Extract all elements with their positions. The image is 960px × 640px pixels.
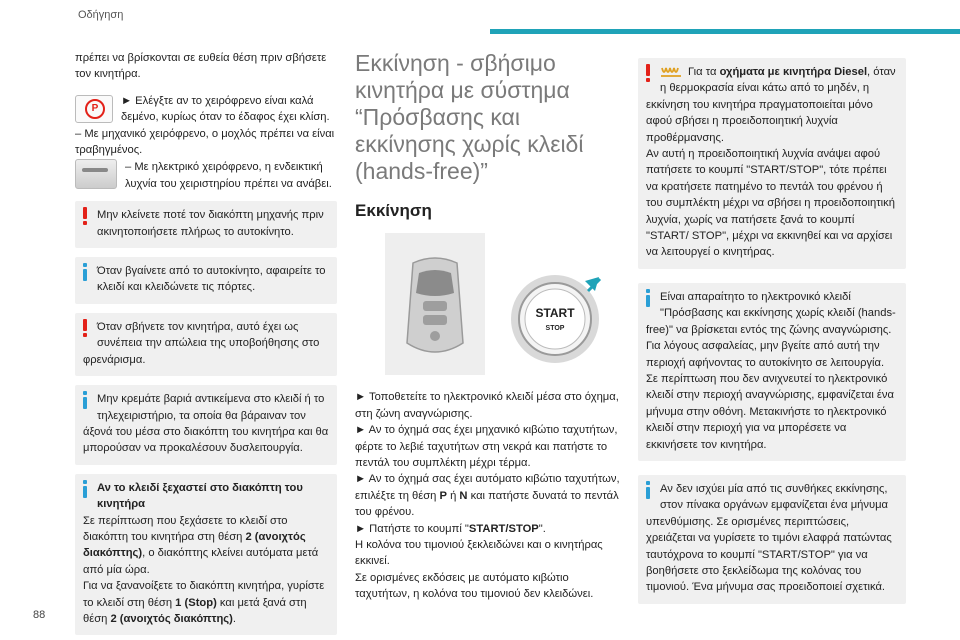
diesel-text-2: Αν αυτή η προειδοποιητική λυχνία ανάψει αφού πατήσετε το κουμπί "START/STOP", τότε πρέπει να κρατήσετε πατημένο το πεντάλ του φρένου ή του συμπλέκτη μέχρι να σβήσει η προειδοποιητική λυχνία, χωρίς να πατήσετε ξανά το κουμπί "START/ STOP", μέχρι να εκκινηθεί και να αρχίσει να λειτουργεί ο κινητήρας. <box>646 148 895 259</box>
text-span: , όταν η θερμοκρασία είναι κάτω από το μηδέν, η εκκίνηση του κινητήρα πραγματοποιείται μόνο αφού σβήσει η προειδοποιητική λυχνία προθέρμανσης. <box>646 66 896 144</box>
warning-icon <box>83 207 87 225</box>
text-span: , ο διακόπτης κλείνει αυτόματα μετά από μία ώρα. <box>83 547 319 576</box>
info-icon <box>646 289 650 307</box>
info-box-start-conditions <box>638 475 906 604</box>
result-text: Η κολόνα του τιμονιού ξεκλειδώνει και ο κινητήρας εκκινεί. <box>355 539 603 568</box>
parking-brake-check <box>75 93 337 126</box>
info-box-recognition-zone <box>638 283 906 461</box>
conditions-text: Αν δεν ισχύει μία από τις συνθήκες εκκίνησης, στον πίνακα οργάνων εμφανίζεται ένα μήνυμα υπενθύμισης. Σε ορισμένες περιπτώσεις, χρειάζεται να γυρίσετε το τιμόνι ελαφρά πατώντας ταυτόχρονα το κουμπί "START/STOP" για να βοηθήσετε στο ξεκλείδωμα της κολόνας του τιμονιού. Ένα μήνυμα σας προειδοποιεί σχετικά. <box>646 482 892 594</box>
warning-box-ignition <box>75 201 337 248</box>
step-1: ► Τοποθετείτε το ηλεκτρονικό κλειδί μέσα στο όχημα, στη ζώνη αναγνώρισης. <box>355 391 619 420</box>
bold-span: 2 (ανοιχτός διακόπτης) <box>110 612 233 625</box>
smart-key-icon <box>385 233 485 375</box>
bold-span: P <box>439 489 447 502</box>
info-forgotten-title: Αν το κλειδί ξεχαστεί στο διακόπτη του κινητήρα <box>97 481 303 511</box>
bold-span: 2 (ανοιχτός διακόπτης) <box>83 530 306 560</box>
step-4 <box>355 521 621 537</box>
start-stop-button-icon <box>511 275 600 363</box>
text-span: ► Πατήστε το κουμπί " <box>355 522 469 535</box>
step-2: ► Αν το όχημά σας έχει μηχανικό κιβώτιο ταχυτήτων, φέρτε το λεβιέ ταχυτήτων στη νεκρά και πατήστε το πεντάλ του συμπλέκτη μέχρι τέρμα. <box>355 424 618 470</box>
text-span: και πατήστε δυνατά το πεντάλ του φρένου. <box>355 489 619 519</box>
info-box-weight <box>75 385 337 465</box>
section-title: Εκκίνηση - σβήσιμο κινητήρα με σύστημα “Πρόσβασης και εκκίνησης χωρίς κλειδί (hands-free)” <box>355 50 584 184</box>
manual-brake-text: – Με μηχανικό χειρόφρενο, ο μοχλός πρέπει να είναι τραβηγμένος. <box>75 127 335 157</box>
info-icon <box>83 391 87 409</box>
preheating-glow-plug-icon <box>660 64 682 80</box>
warning-braking-text: Όταν σβήνετε τον κινητήρα, αυτό έχει ως συνέπεια την απώλεια της υποβοήθησης στο φρενάρισμα. <box>83 320 320 366</box>
electric-brake-switch-icon <box>75 159 117 189</box>
info-box-key <box>75 257 337 304</box>
start-label: START <box>535 306 575 321</box>
warning-box-diesel <box>638 58 906 269</box>
info-key-text: Όταν βγαίνετε από το αυτοκίνητο, αφαιρείτε το κλειδί και κλειδώνετε τις πόρτες. <box>97 265 326 294</box>
bold-span: START/STOP <box>468 522 539 535</box>
warning-icon <box>646 64 650 82</box>
column-2 <box>355 50 621 603</box>
recognition-text-1: Είναι απαραίτητο το ηλεκτρονικό κλειδί "Πρόσβασης και εκκίνησης χωρίς κλειδί (hands-free)" να βρίσκεται εντός της ζώνης αναγνώρισης. Για λόγους ασφαλείας, μην βγείτε από αυτή την περιοχή αφήνοντας το αυτοκίνητο σε λειτουργία. <box>646 290 896 369</box>
text-span: . <box>232 612 236 625</box>
warning-icon <box>83 319 87 337</box>
intro-text: πρέπει να βρίσκονται σε ευθεία θέση πριν σβήσετε τον κινητήρα. <box>75 52 327 81</box>
illustration <box>355 233 617 375</box>
info-icon <box>83 480 87 498</box>
electric-brake-row <box>75 159 337 192</box>
text-span: ". <box>538 522 546 535</box>
info-forgotten-p2 <box>83 578 329 627</box>
key-and-start-button-figure <box>355 233 617 375</box>
bold-span: 1 (Stop) <box>175 596 217 609</box>
text-span: και μετά ξανά στη θέση <box>83 596 307 625</box>
column-1 <box>75 50 337 635</box>
stop-label: STOP <box>545 325 565 333</box>
bold-span: οχήματα με κινητήρα Diesel <box>719 66 868 78</box>
recognition-text-2: Σε περίπτωση που δεν ανιχνευτεί το ηλεκτρονικό κλειδί στην περιοχή αναγνώρισης, εμφανίζεται ένα μήνυμα στην οθόνη. Μετακινήστε το ηλεκτρονικό κλειδί στην περιοχή για να μπορέσετε να εκκινήσετε τον κινητήρα. <box>646 372 894 451</box>
info-icon <box>83 263 87 281</box>
text-span: Σε περίπτωση που ξεχάσετε το κλειδί στο διακόπτη του κινητήρα στη θέση <box>83 514 288 543</box>
page-number: 88 <box>33 609 46 621</box>
check-brake-text: ► Ελέγξτε αν το χειρόφρενο είναι καλά δεμένο, κυρίως όταν το έδαφος έχει κλίση. <box>121 94 330 124</box>
warning-box-braking <box>75 313 337 376</box>
info-icon <box>646 481 650 499</box>
info-weight-text: Μην κρεμάτε βαριά αντικείμενα στο κλειδί ή το τηλεχειριστήριο, τα οποία θα βάραιναν τον άξονά του μέσα στο διακόπτη του κινητήρα και θα μπορούσαν να προκαλέσουν δυσλειτουργία. <box>83 393 329 455</box>
text-span: Για να ξανανοίξετε το διακόπτη κινητήρα, γυρίστε το κλειδί στη θέση <box>83 580 325 609</box>
text-span: ► Αν το όχημά σας έχει αυτόματο κιβώτιο ταχυτήτων, επιλέξτε τη θέση <box>355 473 620 502</box>
running-header: Οδήγηση <box>78 9 124 21</box>
electric-brake-text: – Με ηλεκτρικό χειρόφρενο, η ενδεικτική λυχνία του χειριστηρίου πρέπει να ανάβει. <box>125 161 332 190</box>
info-box-forgotten-key <box>75 474 337 636</box>
column-3 <box>638 50 906 604</box>
text-span: ή <box>446 489 460 502</box>
auto-gearbox-note: Σε ορισμένες εκδόσεις με αυτόματο κιβώτιο ταχυτήτων, η κολόνα του τιμονιού δεν κλειδώνει. <box>355 571 594 601</box>
text-span: Για τα <box>688 66 720 78</box>
header-accent-bar <box>490 29 960 34</box>
bold-span: N <box>459 489 468 502</box>
step-3 <box>355 471 621 520</box>
subsection-title: Εκκίνηση <box>355 201 432 220</box>
warning-ignition-text: Μην κλείνετε ποτέ τον διακόπτη μηχανής πριν ακινητοποιήσετε πλήρως το αυτοκίνητο. <box>97 209 324 238</box>
parking-brake-icon: P <box>75 95 113 123</box>
info-forgotten-p1 <box>83 513 329 579</box>
diesel-text <box>646 64 898 146</box>
